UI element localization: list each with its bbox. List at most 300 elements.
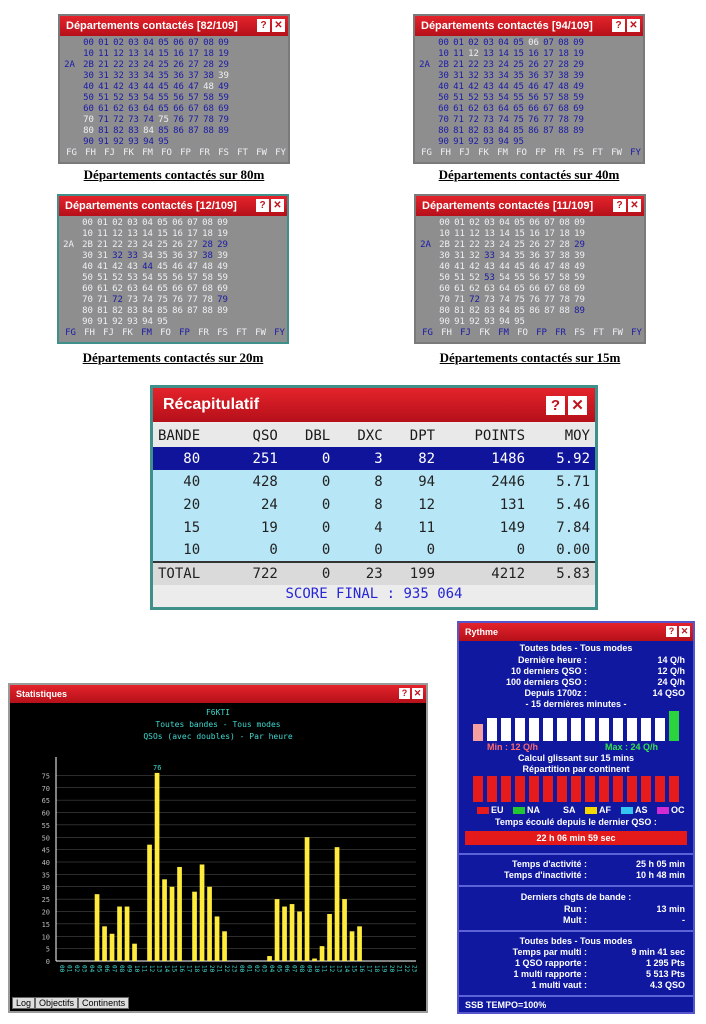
- dept-cell: 22: [469, 240, 480, 250]
- cell-dbl: 0: [283, 562, 335, 585]
- table-row[interactable]: [153, 470, 595, 493]
- cell-dpt: 199: [388, 562, 440, 585]
- dept-cell: 82: [468, 126, 479, 136]
- x-tick-label: 09: [305, 965, 313, 973]
- dept-cell: 53: [127, 273, 138, 283]
- grid-row: [416, 229, 644, 240]
- bar: [95, 894, 100, 961]
- grid-row: [416, 218, 644, 229]
- dept-cell: 2B: [438, 60, 449, 70]
- rate-bar: [627, 718, 637, 741]
- dept-cell: 43: [483, 82, 494, 92]
- help-icon[interactable]: ?: [399, 688, 410, 699]
- dept-cell: 39: [574, 251, 585, 261]
- y-tick-label: 55: [41, 821, 50, 830]
- dept-cell: 32: [112, 251, 123, 261]
- tab-objectifs[interactable]: Objectifs: [35, 997, 78, 1009]
- cell-moy: 5.83: [530, 562, 595, 585]
- col-header: DPT: [388, 424, 440, 447]
- bar: [170, 887, 175, 961]
- dept-cell: 88: [559, 306, 570, 316]
- dept-cell: 06: [528, 38, 539, 48]
- dept-cell: FM: [142, 148, 153, 158]
- legend-swatch: [477, 807, 489, 814]
- dept-cell: 39: [217, 251, 228, 261]
- x-tick-label: 21: [215, 965, 223, 973]
- dept-cell: 88: [558, 126, 569, 136]
- dept-cell: 85: [158, 126, 169, 136]
- grid-row: [415, 93, 643, 104]
- cell-points: 1486: [440, 447, 530, 470]
- dept-cell: 2A: [64, 60, 75, 70]
- legend-label: AS: [635, 805, 648, 815]
- help-icon[interactable]: ?: [257, 19, 270, 32]
- bar: [117, 907, 122, 961]
- dept-cell: FK: [122, 328, 133, 338]
- bar: [162, 879, 167, 961]
- dept-cell: 75: [513, 115, 524, 125]
- dept-cell: 11: [453, 49, 464, 59]
- bar: [155, 773, 160, 961]
- dept-cell: 33: [484, 251, 495, 261]
- dept-cell: 53: [484, 273, 495, 283]
- dept-cell: 64: [499, 284, 510, 294]
- dept-cell: 85: [157, 306, 168, 316]
- dept-cell: 57: [187, 273, 198, 283]
- grid-row: [416, 273, 644, 284]
- dept-cell: 50: [83, 93, 94, 103]
- continent-bar: [487, 776, 497, 802]
- dept-cell: 46: [528, 82, 539, 92]
- dept-cell: 06: [173, 38, 184, 48]
- dept-cell: 48: [559, 262, 570, 272]
- x-tick-label: 19: [380, 965, 388, 973]
- col-header: BANDE: [153, 424, 230, 447]
- dept-cell: 56: [173, 93, 184, 103]
- dept-cell: 45: [513, 82, 524, 92]
- x-tick-label: 20: [387, 965, 395, 973]
- x-tick-label: 08: [117, 965, 125, 973]
- dept-cell: 95: [513, 137, 524, 147]
- col-header: DBL: [283, 424, 335, 447]
- dept-cell: 40: [438, 82, 449, 92]
- dept-cell: 25: [157, 240, 168, 250]
- x-tick-label: 23: [230, 965, 238, 973]
- dept-cell: FY: [630, 148, 641, 158]
- help-icon[interactable]: ?: [546, 396, 565, 415]
- dept-cell: 59: [217, 273, 228, 283]
- help-icon[interactable]: ?: [613, 199, 626, 212]
- continent-bar: [557, 776, 567, 802]
- dept-cell: 18: [558, 49, 569, 59]
- dept-cell: 41: [454, 262, 465, 272]
- dept-cell: FS: [574, 328, 585, 338]
- x-tick-label: 07: [290, 965, 298, 973]
- dept-cell: FW: [611, 148, 622, 158]
- dept-cell: FT: [237, 148, 248, 158]
- dept-cell: 43: [127, 262, 138, 272]
- stat-row: Mult : -: [563, 915, 685, 925]
- bar: [192, 892, 197, 961]
- cell-qso: 24: [230, 493, 282, 516]
- continent-bar: [571, 776, 581, 802]
- dept-cell: 17: [544, 229, 555, 239]
- rate-bar: [515, 718, 525, 741]
- dept-cell: 2B: [82, 240, 93, 250]
- cell-dbl: 0: [283, 447, 335, 470]
- dept-cell: 43: [484, 262, 495, 272]
- legend-swatch: [513, 807, 525, 814]
- dept-cell: 45: [514, 262, 525, 272]
- dept-cell: 51: [97, 273, 108, 283]
- dept-cell: FS: [218, 148, 229, 158]
- dept-cell: 44: [499, 262, 510, 272]
- x-tick-label: 05: [275, 965, 283, 973]
- dept-cell: 85: [513, 126, 524, 136]
- dept-cell: 19: [218, 49, 229, 59]
- cell-band: 80: [153, 447, 230, 470]
- y-tick-label: 0: [45, 958, 50, 966]
- dept-cell: 92: [113, 137, 124, 147]
- close-icon[interactable]: ✕: [680, 626, 689, 636]
- x-tick-label: 11: [140, 965, 148, 973]
- dept-cell: 84: [499, 306, 510, 316]
- x-tick-label: 21: [395, 965, 403, 973]
- dept-cell: FO: [160, 328, 171, 338]
- dept-cell: 50: [82, 273, 93, 283]
- caption-20m: Départements contactés sur 20m: [82, 350, 264, 365]
- close-icon[interactable]: ✕: [627, 19, 640, 32]
- rate-bar: [655, 718, 665, 741]
- table-row[interactable]: [153, 493, 595, 516]
- dept-cell: 92: [112, 317, 123, 327]
- help-icon[interactable]: ?: [666, 626, 677, 637]
- dept-cell: 68: [203, 104, 214, 114]
- dept-cell: FH: [85, 148, 96, 158]
- grid-row: [60, 148, 288, 159]
- close-icon[interactable]: ✕: [628, 199, 641, 212]
- dept-cell: FP: [536, 328, 547, 338]
- dept-cell: 72: [469, 295, 480, 305]
- dept-cell: 45: [158, 82, 169, 92]
- grid-row: [415, 104, 643, 115]
- dept-cell: 81: [453, 126, 464, 136]
- legend-label: EU: [491, 805, 504, 815]
- dept-cell: 47: [543, 82, 554, 92]
- rate-bar: [599, 718, 609, 741]
- dept-cell: 14: [498, 49, 509, 59]
- bar: [290, 904, 295, 961]
- window-title: Départements contactés [82/109]: [60, 16, 288, 36]
- bar: [327, 914, 332, 961]
- dept-cell: FT: [593, 328, 604, 338]
- dept-cell: FH: [440, 148, 451, 158]
- grid-row: [60, 71, 288, 82]
- dept-cell: 51: [453, 93, 464, 103]
- dept-window-15m: [414, 194, 646, 344]
- dept-cell: 49: [218, 82, 229, 92]
- dept-cell: 87: [544, 306, 555, 316]
- close-icon[interactable]: ✕: [413, 688, 422, 698]
- dept-window-80m: [58, 14, 290, 164]
- dept-cell: 89: [217, 306, 228, 316]
- min-max-row: [459, 742, 693, 753]
- grid-row: [415, 71, 643, 82]
- legend-swatch: [549, 807, 561, 814]
- cell-moy: 7.84: [530, 516, 595, 539]
- dept-cell: 35: [514, 251, 525, 261]
- dept-cell: 23: [128, 60, 139, 70]
- dept-cell: 36: [528, 71, 539, 81]
- cell-qso: 19: [230, 516, 282, 539]
- dept-cell: 09: [574, 218, 585, 228]
- window-title: Statistiques: [10, 685, 426, 703]
- rythme-window: [457, 621, 695, 1014]
- cell-dpt: 94: [388, 470, 440, 493]
- rate-bar: [557, 718, 567, 741]
- cell-dxc: 8: [335, 493, 387, 516]
- dept-cell: 29: [574, 240, 585, 250]
- dept-cell: FS: [573, 148, 584, 158]
- grid-row: [59, 306, 287, 317]
- dept-cell: 72: [468, 115, 479, 125]
- dept-cell: 32: [469, 251, 480, 261]
- dept-cell: FP: [180, 148, 191, 158]
- stat-row: 1 QSO rapporte : 1 295 Pts: [514, 958, 685, 968]
- dept-cell: 89: [218, 126, 229, 136]
- cell-moy: 5.92: [530, 447, 595, 470]
- close-icon[interactable]: ✕: [272, 19, 285, 32]
- legend-label: AF: [599, 805, 611, 815]
- grid-row: [416, 251, 644, 262]
- x-tick-label: 16: [177, 965, 185, 973]
- dept-cell: 2A: [420, 240, 431, 250]
- dept-cell: 89: [573, 126, 584, 136]
- dept-cell: 83: [128, 126, 139, 136]
- dept-cell: 74: [498, 115, 509, 125]
- table-row[interactable]: [153, 447, 595, 470]
- dept-cell: 60: [439, 284, 450, 294]
- bar: [222, 931, 227, 961]
- grid-row: [59, 229, 287, 240]
- rate-bar: [613, 718, 623, 741]
- dept-cell: 71: [453, 115, 464, 125]
- y-tick-label: 20: [41, 908, 50, 917]
- y-tick-label: 5: [45, 945, 50, 954]
- cell-qso: 722: [230, 562, 282, 585]
- dept-cell: 06: [529, 218, 540, 228]
- dept-cell: 45: [157, 262, 168, 272]
- dept-cell: FJ: [104, 148, 115, 158]
- help-icon[interactable]: ?: [256, 199, 269, 212]
- grid-row: [59, 295, 287, 306]
- dept-cell: 70: [82, 295, 93, 305]
- grid-row: [415, 60, 643, 71]
- dept-cell: 65: [157, 284, 168, 294]
- x-tick-label: 15: [350, 965, 358, 973]
- dept-cell: 59: [218, 93, 229, 103]
- dept-cell: 16: [173, 49, 184, 59]
- cell-dbl: 0: [283, 539, 335, 562]
- x-tick-label: 06: [102, 965, 110, 973]
- dept-cell: 93: [484, 317, 495, 327]
- x-tick-label: 03: [260, 965, 268, 973]
- close-icon[interactable]: ✕: [568, 396, 587, 415]
- dept-cell: 83: [127, 306, 138, 316]
- cell-dbl: 0: [283, 516, 335, 539]
- dept-cell: 82: [469, 306, 480, 316]
- dept-cell: 86: [528, 126, 539, 136]
- dept-cell: 53: [483, 93, 494, 103]
- dept-cell: 13: [484, 229, 495, 239]
- dept-cell: 87: [543, 126, 554, 136]
- dept-cell: 25: [514, 240, 525, 250]
- dept-cell: 65: [158, 104, 169, 114]
- dept-cell: 05: [513, 38, 524, 48]
- rate-bars: [473, 711, 683, 741]
- grid-row: [60, 126, 288, 137]
- dept-cell: 34: [142, 251, 153, 261]
- dept-cell: 15: [514, 229, 525, 239]
- dept-cell: FM: [141, 328, 152, 338]
- dept-cell: 61: [97, 284, 108, 294]
- dept-cell: 34: [498, 71, 509, 81]
- dept-cell: 49: [574, 262, 585, 272]
- dept-cell: 09: [218, 38, 229, 48]
- grid-row: [60, 137, 288, 148]
- dept-cell: 58: [559, 273, 570, 283]
- grid-row: [59, 284, 287, 295]
- dept-cell: 35: [157, 251, 168, 261]
- cell-dbl: 0: [283, 493, 335, 516]
- x-tick-label: 07: [110, 965, 118, 973]
- elapsed-value: 22 h 06 min 59 sec: [465, 831, 687, 845]
- dept-cell: 75: [157, 295, 168, 305]
- dept-cell: 77: [543, 115, 554, 125]
- dept-cell: 54: [498, 93, 509, 103]
- stat-row: 1 multi vaut : 4.3 QSO: [531, 980, 685, 990]
- dept-cell: 10: [439, 229, 450, 239]
- dept-cell: 84: [143, 126, 154, 136]
- x-tick-label: 02: [252, 965, 260, 973]
- rate-bar: [529, 718, 539, 741]
- y-tick-label: 65: [41, 797, 50, 806]
- dept-cell: 13: [128, 49, 139, 59]
- y-tick-label: 70: [41, 784, 50, 793]
- bar: [350, 931, 355, 961]
- dept-cell: FO: [517, 328, 528, 338]
- dept-cell: 69: [217, 284, 228, 294]
- dept-cell: 66: [528, 104, 539, 114]
- stat-row: Depuis 1700z : 14 QSO: [524, 688, 685, 698]
- dept-cell: 79: [217, 295, 228, 305]
- y-tick-label: 75: [41, 772, 50, 781]
- grid-row: [416, 240, 644, 251]
- dept-cell: 78: [558, 115, 569, 125]
- dept-cell: 80: [82, 306, 93, 316]
- cell-points: 4212: [440, 562, 530, 585]
- dept-cell: FM: [497, 148, 508, 158]
- help-icon[interactable]: ?: [612, 19, 625, 32]
- dept-cell: 10: [83, 49, 94, 59]
- cell-moy: 5.71: [530, 470, 595, 493]
- dept-cell: 85: [514, 306, 525, 316]
- dept-cell: 87: [188, 126, 199, 136]
- cell-dbl: 0: [283, 470, 335, 493]
- score-final: SCORE FINAL : 935 064: [285, 586, 463, 602]
- dept-cell: 11: [97, 229, 108, 239]
- dept-cell: 41: [453, 82, 464, 92]
- cell-band: 15: [153, 516, 230, 539]
- dept-cell: 08: [203, 38, 214, 48]
- dept-cell: 21: [98, 60, 109, 70]
- dept-cell: 77: [188, 115, 199, 125]
- dept-cell: 23: [483, 60, 494, 70]
- cell-points: 0: [440, 539, 530, 562]
- dept-cell: 71: [98, 115, 109, 125]
- dept-cell: 81: [454, 306, 465, 316]
- dept-cell: 79: [574, 295, 585, 305]
- close-icon[interactable]: ✕: [271, 199, 284, 212]
- grid-row: [416, 306, 644, 317]
- x-tick-label: 13: [155, 965, 163, 973]
- dept-cell: 18: [559, 229, 570, 239]
- grid-row: [415, 82, 643, 93]
- tab-log[interactable]: Log: [12, 997, 35, 1009]
- dept-cell: 30: [439, 251, 450, 261]
- grid-row: [59, 251, 287, 262]
- dept-cell: 53: [128, 93, 139, 103]
- dept-cell: 54: [142, 273, 153, 283]
- dept-cell: 01: [97, 218, 108, 228]
- continent-bar: [669, 776, 679, 802]
- cell-dxc: 3: [335, 447, 387, 470]
- x-tick-label: 17: [365, 965, 373, 973]
- dept-cell: 78: [559, 295, 570, 305]
- grid-row: [415, 38, 643, 49]
- dept-cell: 82: [113, 126, 124, 136]
- window-title: Récapitulatif: [153, 388, 595, 422]
- dept-cell: 12: [468, 49, 479, 59]
- dept-cell: 78: [203, 115, 214, 125]
- dept-cell: FG: [66, 148, 77, 158]
- dept-cell: 76: [528, 115, 539, 125]
- cell-points: 131: [440, 493, 530, 516]
- dept-cell: 33: [483, 71, 494, 81]
- y-tick-label: 25: [41, 896, 50, 905]
- dept-cell: 28: [203, 60, 214, 70]
- grid-row: [60, 104, 288, 115]
- bar: [305, 837, 310, 961]
- dept-cell: 55: [158, 93, 169, 103]
- x-tick-label: 11: [320, 965, 328, 973]
- bar: [215, 916, 220, 961]
- band-change-label: Derniers chgts de bande :: [520, 892, 632, 902]
- dept-cell: 78: [202, 295, 213, 305]
- cell-dpt: 11: [388, 516, 440, 539]
- dept-cell: 41: [98, 82, 109, 92]
- bar: [297, 912, 302, 962]
- continent-bar: [599, 776, 609, 802]
- table-row[interactable]: [153, 539, 595, 562]
- tab-continents[interactable]: Continents: [78, 997, 129, 1009]
- dept-cell: 70: [83, 115, 94, 125]
- continent-bar: [627, 776, 637, 802]
- y-tick-label: 15: [41, 920, 50, 929]
- table-row[interactable]: [153, 516, 595, 539]
- dept-cell: 41: [97, 262, 108, 272]
- dept-cell: 36: [172, 251, 183, 261]
